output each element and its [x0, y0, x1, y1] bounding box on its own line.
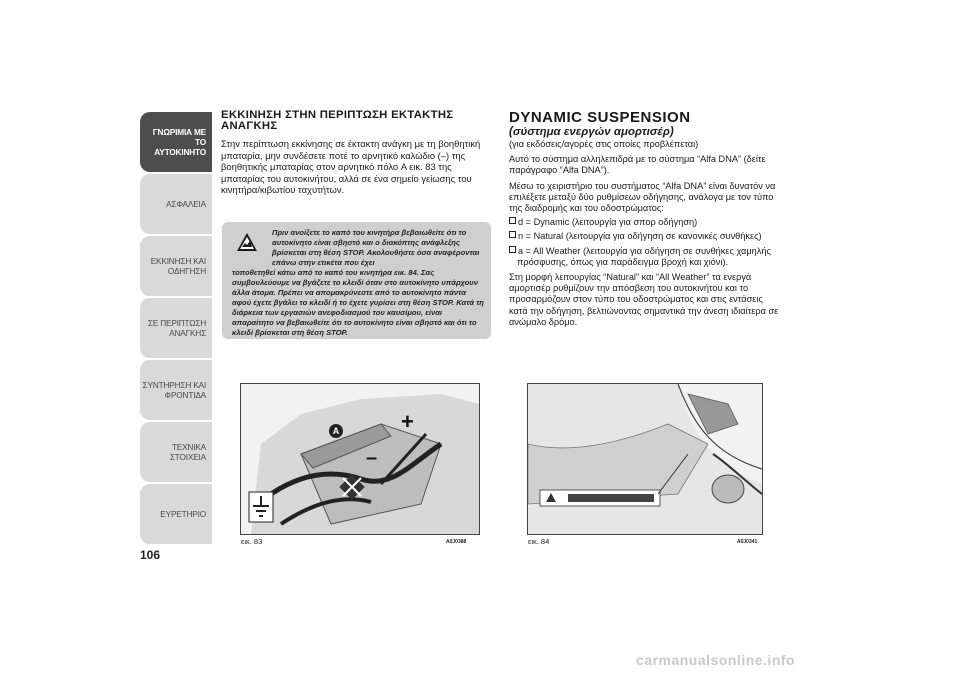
tab-label: ΕΥΡΕΤΗΡΙΟ [160, 509, 206, 519]
tab-label: ΓΝΩΡΙΜΙΑ ΜΕ ΤΟ ΑΥΤΟΚΙΝΗΤΟ [152, 127, 206, 157]
tab-label: ΤΕΧΝΙΚΑ ΣΤΟΙΧΕΙΑ [169, 442, 206, 462]
list-item [509, 217, 781, 228]
section-heading-emergency-start: ΕΚΚΙΝΗΣΗ ΣΤΗΝ ΠΕΡΙΠΤΩΣΗ ΕΚΤΑΚΤΗΣ ΑΝΑΓΚΗΣ [221, 109, 454, 132]
figure-83-caption: εικ. 83 [241, 537, 263, 546]
paragraph-1: Αυτό το σύστημα αλληλεπιδρά με το σύστημα “Alfa DNA” (δείτε παράγραφο “Alfa DNA”). [509, 154, 766, 176]
list-item-text: d = Dynamic (λειτουργία για σπορ οδήγηση) [518, 217, 698, 228]
watermark: carmanualsonline.info [636, 652, 796, 668]
warning-box [222, 222, 491, 339]
tab-starting-driving[interactable] [140, 236, 212, 296]
figure-83-code: A0J0388 [446, 539, 467, 545]
tab-technical[interactable] [140, 422, 212, 482]
callout-a [329, 424, 343, 438]
tab-getting-to-know[interactable] [140, 112, 212, 172]
warning-text-first: Πριν ανοίξετε το καπό του κινητήρα βεβαιωθείτε ότι το αυτοκίνητο είναι σβηστό και ο διακόπτης ανάφλεξης βρίσκεται στη θέση STOP. Ακολουθήστε όσα αναφέρονται επάνω στην ετικέτα που έχει [272, 228, 480, 267]
tab-label: ΣΕ ΠΕΡΙΠΤΩΣΗ ΑΝΑΓΚΗΣ [147, 318, 206, 338]
tab-label: ΣΥΝΤΗΡΗΣΗ ΚΑΙ ΦΡΟΝΤΙΔΑ [142, 380, 206, 400]
section-heading-dynamic-suspension: DYNAMIC SUSPENSION [509, 109, 691, 126]
emergency-start-paragraph: Στην περίπτωση εκκίνησης σε έκτακτη ανάγκη με τη βοηθητική μπαταρία, μην συνδέσετε ποτέ το αρνητικό καλώδιο (–) της βοηθητικής μπαταρίας στον αρνητικό πόλο A εικ. 83 της μπαταρίας του αυτοκινήτου, αλλά σε ένα σημείο γείωσης του κινητήρα/κιβωτίου ταχυτήτων. [221, 138, 481, 196]
figure-83-battery [240, 383, 480, 535]
page-number: 106 [140, 548, 161, 562]
tab-safety[interactable] [140, 174, 212, 234]
section-subheading: (σύστημα ενεργών αμορτισέρ) [509, 126, 674, 138]
tab-label: ΑΣΦΑΛΕΙΑ [166, 199, 206, 209]
checkbox-bullet-icon [509, 217, 516, 224]
tab-index[interactable] [140, 484, 212, 544]
list-item [509, 246, 781, 268]
tab-maintenance[interactable] [140, 360, 212, 420]
battery-illustration [241, 384, 479, 534]
availability-note: (για εκδόσεις/αγορές στις οποίες προβλέπεται) [509, 139, 699, 149]
list-item-text: n = Natural (λειτουργία για οδήγηση σε κανονικές συνθήκες) [518, 231, 762, 242]
warning-text-rest: τοποθετηθεί κάτω από το καπό του κινητήρα εικ. 84. Σας συμβουλεύουμε να βγάζετε το κλειδί όταν στο αυτοκίνητο υπάρχουν άλλα άτομα. Πρέπει να απομακρύνεστε από το αυτοκίνητο πάντα αφού έχετε βγάλει το κλειδί ή το έχετε γυρίσει στη θέση STOP. Κατά τη διάρκεια των εργασιών ανεφοδιασμού του καυσίμου, είναι απαραίτητο να βεβαιωθείτε ότι το αυτοκίνητο είναι σβηστό και ότι το κλειδί βρίσκεται στη θέση STOP. [232, 268, 484, 337]
right-column [509, 110, 781, 328]
checkbox-bullet-icon [509, 246, 516, 253]
engine-bay-illustration [528, 384, 762, 534]
paragraph-3: Στη μορφή λειτουργίας “Natural” και “All Weather” τα ενεργά αμορτισέρ ρυθμίζουν την απόσβεση του αυτοκινήτου και το προσαρμόζουν στον τύπο του οδοστρώματος και στις εντάσεις κατά την οδήγηση, βελτιώνοντας σημαντικά την άνεση ιδιαίτερα σε ανώμαλο δρόμο. [509, 272, 779, 327]
chapter-tabs [140, 112, 212, 546]
paragraph-2: Μέσω το χειριστήριο του συστήματος “Alfa DNA” είναι δυνατόν να επιλέξετε μεταξύ δύο ρυθμίσεων οδήγησης, ανάλογα με τον τύπο της διαδρομής και του οδοστρώματος: [509, 180, 776, 214]
list-item-text: a = All Weather (λειτουργία για οδήγηση σε συνθήκες χαμηλής πρόσφυσης, όπως για παράδειγμα βροχή και χιόνι). [517, 245, 771, 267]
tab-emergency[interactable] [140, 298, 212, 358]
svg-text:+: + [401, 409, 414, 434]
checkbox-bullet-icon [509, 231, 516, 238]
tab-label: ΕΚΚΙΝΗΣΗ ΚΑΙ ΟΔΗΓΗΣΗ [150, 256, 206, 276]
figure-84-code: A0J0341 [737, 539, 758, 545]
figure-84-caption: εικ. 84 [528, 537, 550, 546]
figure-84-hood-label [527, 383, 763, 535]
svg-text:–: – [366, 447, 378, 469]
left-column [221, 110, 491, 196]
callout-a-label: A [332, 426, 340, 436]
warning-text [232, 228, 484, 338]
list-item [509, 231, 781, 242]
